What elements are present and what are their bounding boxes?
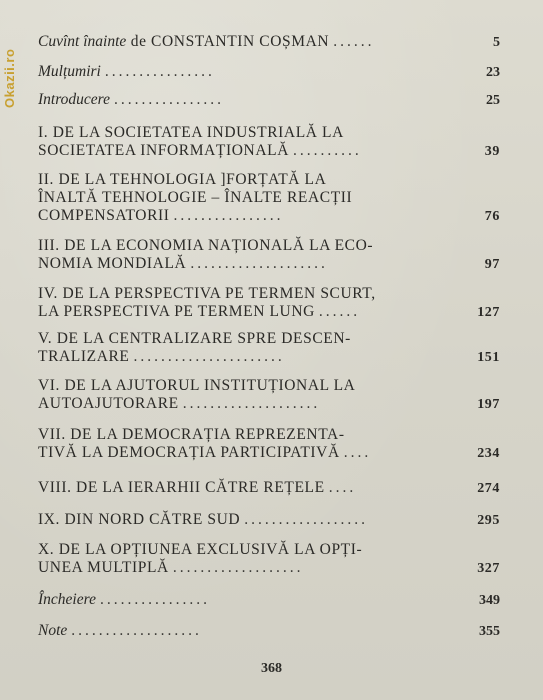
watermark-logo: Okazii.ro [2, 48, 17, 108]
page-footer-number: 368 [261, 661, 282, 676]
entry-title-line: VI. DE LA AJUTORUL INSTITUȚIONAL LA [38, 377, 356, 394]
toc-entry-notes[interactable] [38, 622, 500, 641]
entry-title: VIII. DE LA IERARHII CĂTRE REȚELE [38, 479, 325, 496]
leader-dots: ................... [172, 559, 304, 576]
leader-dots: ................ [104, 63, 215, 80]
page-number: 151 [477, 350, 500, 365]
page-number: 97 [484, 257, 500, 272]
page-number: 234 [477, 446, 500, 461]
entry-title-line: ÎNALTĂ TEHNOLOGIE – ÎNALTE REACȚII [38, 189, 353, 206]
page-number: 127 [477, 305, 500, 320]
leader-dots: .......... [293, 142, 362, 159]
toc-entry-chapter-6[interactable] [38, 377, 500, 414]
page-number: 355 [479, 624, 500, 639]
entry-italic-title: Încheiere [38, 591, 96, 608]
entry-title: AUTOAJUTORARE [38, 395, 179, 412]
page-number: 23 [486, 65, 500, 80]
toc-entry-chapter-8[interactable] [38, 479, 500, 498]
entry-title: NOMIA MONDIALĂ [38, 255, 187, 272]
page-number: 274 [477, 481, 500, 496]
page-number: 349 [479, 593, 500, 608]
toc-entry-chapter-9[interactable] [38, 511, 500, 530]
toc-entry-foreword[interactable] [38, 33, 500, 52]
entry-title: TIVĂ LA DEMOCRAȚIA PARTICIPATIVĂ [38, 444, 340, 461]
toc-entry-introduction[interactable] [38, 91, 500, 110]
entry-title-line: VII. DE LA DEMOCRAȚIA REPREZENTA- [38, 426, 345, 443]
entry-title: SOCIETATEA INFORMAȚIONALĂ [38, 142, 289, 159]
page-number: 5 [493, 35, 500, 50]
page-number: 25 [486, 93, 500, 108]
toc-entry-chapter-7[interactable] [38, 426, 500, 463]
toc-entry-conclusion[interactable] [38, 591, 500, 610]
entry-title: UNEA MULTIPLĂ [38, 559, 169, 576]
page-number: 295 [477, 513, 500, 528]
toc-entry-chapter-1[interactable] [38, 124, 500, 161]
leader-dots: ................... [71, 622, 202, 639]
entry-title: IX. DIN NORD CĂTRE SUD [38, 511, 241, 528]
entry-italic-title: Note [38, 622, 68, 639]
entry-title-line: X. DE LA OPȚIUNEA EXCLUSIVĂ LA OPȚI- [38, 541, 363, 558]
leader-dots: .................... [182, 395, 321, 412]
leader-dots: ...... [318, 303, 361, 320]
toc-entry-chapter-10[interactable] [38, 541, 500, 578]
leader-dots: ................ [114, 91, 225, 108]
page-number: 327 [477, 561, 500, 576]
leader-dots: ................ [99, 591, 210, 608]
leader-dots: .... [328, 479, 357, 496]
toc-entry-chapter-3[interactable] [38, 237, 500, 274]
page-number: 39 [484, 144, 500, 159]
entry-title-line: III. DE LA ECONOMIA NAȚIONALĂ LA ECO- [38, 237, 374, 254]
entry-italic-title: Cuvînt înainte [38, 33, 127, 50]
entry-title-line: II. DE LA TEHNOLOGIA ]FORȚATĂ LA [38, 171, 327, 188]
leader-dots: ................ [173, 207, 284, 224]
entry-italic-title: Introducere [38, 91, 111, 108]
leader-dots: .................... [190, 255, 328, 272]
entry-title-line: I. DE LA SOCIETATEA INDUSTRIALĂ LA [38, 124, 344, 141]
leader-dots: ...... [333, 33, 375, 50]
entry-title: COMPENSATORII [38, 207, 170, 224]
toc-entry-chapter-2[interactable] [38, 171, 500, 226]
entry-title-line: IV. DE LA PERSPECTIVA PE TERMEN SCURT, [38, 285, 376, 302]
page-number: 197 [477, 397, 500, 412]
toc-entry-chapter-4[interactable] [38, 285, 500, 322]
page-number: 76 [484, 209, 500, 224]
leader-dots: .... [343, 444, 372, 461]
leader-dots: .................. [244, 511, 368, 528]
entry-title-line: V. DE LA CENTRALIZARE SPRE DESCEN- [38, 330, 351, 347]
toc-entry-chapter-5[interactable] [38, 330, 500, 367]
entry-title: TRALIZARE [38, 348, 130, 365]
entry-italic-title: Mulțumiri [38, 63, 101, 80]
entry-title: LA PERSPECTIVA PE TERMEN LUNG [38, 303, 315, 320]
leader-dots: ...................... [133, 348, 285, 365]
toc-entry-acknowledgements[interactable] [38, 63, 500, 82]
entry-title: de CONSTANTIN COȘMAN [126, 33, 330, 50]
